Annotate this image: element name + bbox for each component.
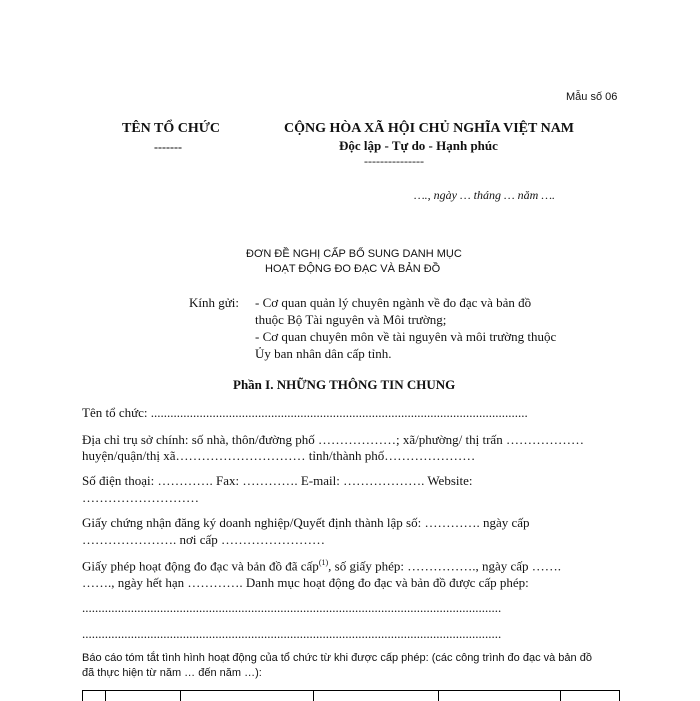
license-field-cont: ……., ngày hết hạn …………. Danh mục hoạt động đo đạc và bản đồ được cấp phép:: [82, 575, 529, 590]
registration-field-cont: …………………. nơi cấp ……………………: [82, 532, 326, 547]
address-field: Địa chỉ trụ sở chính: số nhà, thôn/đường phố ………………; xã/phường/ thị trấn ………………: [82, 432, 584, 447]
form-number: Mẫu số 06: [566, 91, 618, 103]
registration-field: Giấy chứng nhận đăng ký doanh nghiệp/Quyết định thành lập số: …………. ngày cấp: [82, 515, 530, 530]
national-motto: Độc lập - Tự do - Hạnh phúc: [339, 138, 498, 153]
motto-divider: ---------------: [364, 154, 424, 168]
org-name-divider: -------: [154, 140, 182, 154]
dotted-line: .................................................................................................................................: [82, 600, 502, 615]
license-number-label: , số giấy phép: ……………., ngày cấp …….: [328, 558, 562, 574]
recipient-line: - Cơ quan quản lý chuyên ngành về đo đạc và bản đồ: [255, 295, 532, 310]
footnote-marker: (1): [318, 558, 329, 567]
contact-field-cont: ………………………: [82, 490, 199, 505]
recipient-line: - Cơ quan chuyên môn về tài nguyên và môi trường thuộc: [255, 329, 557, 344]
section-heading: Phần I. NHỮNG THÔNG TIN CHUNG: [233, 377, 456, 392]
recipient-line: Ủy ban nhân dân cấp tỉnh.: [255, 346, 392, 361]
license-field: [82, 558, 561, 574]
date-line: …., ngày … tháng … năm ….: [414, 188, 556, 202]
country-name: CỘNG HÒA XÃ HỘI CHỦ NGHĨA VIỆT NAM: [284, 121, 575, 136]
recipient-line: thuộc Bộ Tài nguyên và Môi trường;: [255, 312, 447, 327]
org-name: TÊN TỔ CHỨC: [122, 121, 221, 136]
activity-report-label-cont: đã thực hiện từ năm … đến năm …):: [82, 667, 262, 679]
org-name-field: Tên tổ chức: ....................................................................................................................: [82, 405, 528, 420]
license-label: Giấy phép hoạt động đo đạc và bản đồ đã cấp: [82, 558, 319, 574]
address-field-cont: huyện/quận/thị xã………………………… tỉnh/thành phố…………………: [82, 448, 476, 463]
contact-field: Số điện thoại: …………. Fax: …………. E-mail: ………………. Website:: [82, 473, 473, 488]
dotted-line: .................................................................................................................................: [82, 626, 502, 641]
recipients-label: Kính gửi:: [189, 295, 240, 310]
document-title-line2: HOẠT ĐỘNG ĐO ĐẠC VÀ BẢN ĐỒ: [265, 263, 441, 275]
activity-table: [82, 690, 620, 701]
document-title-line1: ĐƠN ĐỀ NGHỊ CẤP BỔ SUNG DANH MỤC: [246, 248, 462, 260]
activity-report-label: Báo cáo tóm tắt tình hình hoạt động của tổ chức từ khi được cấp phép: (các công trình đo đạc và bản đồ: [82, 652, 592, 664]
